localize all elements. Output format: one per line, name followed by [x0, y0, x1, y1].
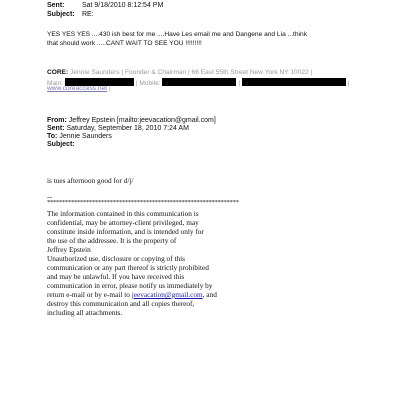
disclaimer-line-12: including all attachments.: [47, 308, 123, 317]
signature-core-label: CORE:: [47, 69, 69, 76]
dashes: --: [47, 192, 52, 201]
subject-value: RE:: [81, 11, 94, 18]
disclaimer-line-3: constitute inside information, and is intended only for: [47, 227, 204, 236]
signature-website-link[interactable]: www.coreaccess.net: [47, 85, 108, 92]
orig-from-line: [47, 117, 216, 124]
disclaimer-line-4: the use of the addressee. It is the property of: [47, 236, 177, 245]
disclaimer-line-10-pre: return e-mail or by e-mail to: [47, 290, 130, 299]
stars-rule: ****************************************************************: [47, 199, 239, 206]
disclaimer-email-link[interactable]: jeevacation@gmail.com: [131, 290, 203, 299]
orig-message: is tues afternoon good for d/j/: [47, 176, 134, 185]
sent-line: [47, 2, 163, 9]
disclaimer-line-1: The information contained in this communication is: [47, 209, 199, 218]
orig-to-line: [47, 133, 112, 140]
orig-subject-line: [47, 141, 75, 148]
disclaimer-line-2: confidential, may be attorney-client privileged, may: [47, 218, 199, 227]
signature-sep-2: |: [347, 80, 350, 87]
disclaimer-line-9: communication in error, please notify us immediately by: [47, 281, 213, 290]
orig-sent-value: Saturday, September 18, 2010 7:24 AM: [66, 125, 189, 132]
disclaimer-line-10: [47, 291, 217, 298]
orig-from-label: From:: [47, 117, 67, 124]
signature-website-tail: |: [108, 85, 111, 92]
disclaimer-line-5: Jeffrey Epstein: [47, 245, 91, 254]
signature-text: Jennie Saunders | Founder & Chairman | 66 East 55th Street New York NY 10022 |: [70, 69, 313, 76]
reply-line-2: that should work .....CANT WAIT TO SEE YOU !!!!!!!!!: [47, 40, 202, 47]
signature-mobile-label: | Mobile:: [135, 80, 161, 87]
disclaimer-line-6: Unauthorized use, disclosure or copying of this: [47, 254, 186, 263]
sent-value: Sat 9/18/2010 8:12:54 PM: [81, 2, 164, 9]
orig-sent-line: [47, 125, 189, 132]
redaction-mobile: [162, 78, 236, 86]
redaction-other: [242, 78, 346, 86]
signature-main-label: Main:: [47, 80, 64, 87]
disclaimer-line-11: destroy this communication and all copies thereof,: [47, 299, 195, 308]
disclaimer-line-10-post: , and: [202, 290, 217, 299]
signature-line-1: [47, 70, 312, 77]
signature-line-3: [47, 86, 111, 93]
orig-subject-label: Subject:: [47, 141, 75, 148]
orig-to-value: Jennie Saunders: [59, 133, 112, 140]
signature-sep-1: |: [238, 80, 241, 87]
orig-sent-label: Sent:: [47, 125, 65, 132]
reply-line-1: YES YES YES ....430 ish best for me ....Have Les email me and Dangene and Lia ...think: [47, 31, 307, 38]
disclaimer-line-8: and may be unlawful. If you have received this: [47, 272, 185, 281]
orig-from-value: Jeffrey Epstein [mailto:jeevacation@gmail.com]: [68, 117, 216, 124]
sent-label: Sent:: [47, 2, 65, 9]
disclaimer-line-7: communication or any part thereof is strictly prohibited: [47, 263, 209, 272]
subject-line: [47, 11, 94, 18]
subject-label: Subject:: [47, 11, 75, 18]
orig-to-label: To:: [47, 133, 58, 140]
